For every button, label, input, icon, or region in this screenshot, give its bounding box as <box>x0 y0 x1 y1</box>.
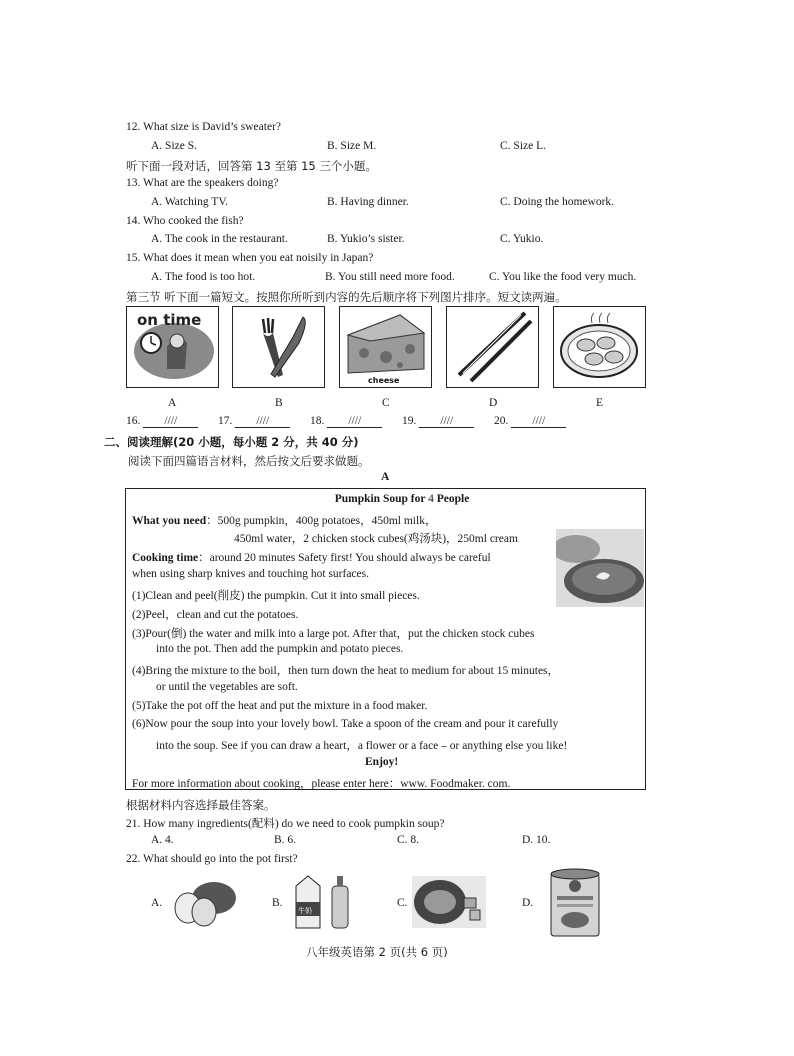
potato-icon <box>166 876 238 928</box>
q13-option-a[interactable]: A. Watching TV. <box>151 196 229 208</box>
q13-option-c[interactable]: C. Doing the homework. <box>500 196 615 208</box>
recipe-step-3a: (3)Pour(倒) the water and milk into a large pot. After that，put the chicken stock cubes <box>132 628 535 640</box>
passage-label-a: A <box>381 471 390 483</box>
potato-picture <box>166 876 238 928</box>
reading-instruction: 阅读下面四篇语言材料，然后按文后要求做题。 <box>128 454 370 468</box>
knife-fork-icon <box>233 307 323 386</box>
q14-option-a[interactable]: A. The cook in the restaurant. <box>151 233 288 245</box>
recipe-more-info: For more information about cooking，please enter here：www. Foodmaker. com. <box>132 778 511 790</box>
pumpkin-icon <box>412 876 486 928</box>
picture-label-e: E <box>596 397 604 409</box>
q12: 12. What size is David’s sweater? <box>126 121 281 133</box>
recipe-title: Pumpkin Soup for 4 People <box>334 493 470 505</box>
q21: 21. How many ingredients(配料) do we need to cook pumpkin soup? <box>126 818 445 830</box>
q15: 15. What does it mean when you eat noisily in Japan? <box>126 252 374 264</box>
picture-e-dumplings <box>553 306 646 388</box>
q14-option-c[interactable]: C. Yukio. <box>500 233 544 245</box>
page-footer: 八年级英语第 2 页(共 6 页) <box>306 945 448 959</box>
picture-label-c: C <box>382 397 390 409</box>
recipe-step-6b: into the soup. See if you can draw a heart，a flower or a face – or anything else you like! <box>156 740 568 752</box>
q21-option-a[interactable]: A. 4. <box>151 834 174 846</box>
soup-bowl-icon <box>556 529 644 607</box>
q12-option-a[interactable]: A. Size S. <box>151 140 197 152</box>
recipe-step-2: (2)Peel，clean and cut the potatoes. <box>132 609 299 621</box>
q12-option-c[interactable]: C. Size L. <box>500 140 546 152</box>
q21-option-c[interactable]: C. 8. <box>397 834 420 846</box>
recipe-step-5: (5)Take the pot off the heat and put the mixture in a food maker. <box>132 700 428 712</box>
milk-water-picture <box>288 872 360 932</box>
q15-option-a[interactable]: A. The food is too hot. <box>151 271 256 283</box>
cheese-icon <box>340 307 430 386</box>
q22-option-c[interactable]: C. <box>397 897 408 909</box>
picture-c-cheese <box>339 306 432 388</box>
answer-blank-16[interactable]: 16. //// <box>126 415 198 428</box>
instruction-13-15: 听下面一段对话，回答第 13 至第 15 三个小题。 <box>126 159 377 173</box>
q12-option-b[interactable]: B. Size M. <box>327 140 377 152</box>
section3-instruction: 第三节 听下面一篇短文。按照你所听到内容的先后顺序将下列图片排序。短文读两遍。 <box>126 290 567 304</box>
recipe-step-1: (1)Clean and peel(削皮) the pumpkin. Cut it into small pieces. <box>132 590 420 602</box>
recipe-step-6a: (6)Now pour the soup into your lovely bowl. Take a spoon of the cream and pour it carefully <box>132 718 559 730</box>
stock-can-picture <box>549 868 601 938</box>
picture-a-on-time <box>126 306 219 388</box>
picture-label-a: A <box>168 397 177 409</box>
recipe-need-line2: 450ml water，2 chicken stock cubes(鸡汤块)，250ml cream <box>234 533 518 545</box>
chopsticks-icon <box>447 307 537 386</box>
q13-option-b[interactable]: B. Having dinner. <box>327 196 409 208</box>
soup-photo <box>556 529 644 607</box>
picture-d-chopsticks <box>446 306 539 388</box>
milk-label: 牛奶 <box>298 907 312 915</box>
q14: 14. Who cooked the fish? <box>126 215 244 227</box>
recipe-time-line2: when using sharp knives and touching hot surfaces. <box>132 568 369 580</box>
dumplings-icon <box>554 307 644 386</box>
picture-b-knife-fork <box>232 306 325 388</box>
q14-option-b[interactable]: B. Yukio’s sister. <box>327 233 405 245</box>
choose-instruction: 根据材料内容选择最佳答案。 <box>126 798 276 812</box>
q15-option-c[interactable]: C. You like the food very much. <box>489 271 637 283</box>
q22-option-d[interactable]: D. <box>522 897 534 909</box>
picture-label-b: B <box>275 397 283 409</box>
recipe-time-line1: Cooking time：around 20 minutes Safety first! You should always be careful <box>132 552 491 564</box>
q21-option-d[interactable]: D. 10. <box>522 834 551 846</box>
recipe-need-line1: What you need：500g pumpkin，400g potatoes，450ml milk， <box>132 515 437 527</box>
on-time-caption: on time <box>137 311 202 329</box>
answer-blank-20[interactable]: 20. //// <box>494 415 566 428</box>
stock-can-icon <box>549 868 601 938</box>
clock-icon <box>127 307 217 386</box>
q22-option-a[interactable]: A. <box>151 897 163 909</box>
milk-carton-icon <box>288 872 360 932</box>
recipe-step-4a: (4)Bring the mixture to the boil，then turn down the heat to medium for about 15 minutes， <box>132 665 560 677</box>
recipe-step-4b: or until the vegetables are soft. <box>156 681 298 693</box>
q21-option-b[interactable]: B. 6. <box>274 834 297 846</box>
recipe-step-3b: into the pot. Then add the pumpkin and potato pieces. <box>156 643 404 655</box>
q15-option-b[interactable]: B. You still need more food. <box>325 271 455 283</box>
recipe-enjoy: Enjoy! <box>365 756 399 768</box>
q22: 22. What should go into the pot first? <box>126 853 298 865</box>
answer-blank-19[interactable]: 19. //// <box>402 415 474 428</box>
reading-heading: 二、阅读理解(20 小题，每小题 2 分，共 40 分) <box>104 435 359 449</box>
q13: 13. What are the speakers doing? <box>126 177 279 189</box>
cheese-caption: cheese <box>368 376 400 385</box>
answer-blank-17[interactable]: 17. //// <box>218 415 290 428</box>
picture-label-d: D <box>489 397 498 409</box>
answer-blank-18[interactable]: 18. //// <box>310 415 382 428</box>
q22-option-b[interactable]: B. <box>272 897 283 909</box>
pumpkin-picture <box>412 876 486 928</box>
